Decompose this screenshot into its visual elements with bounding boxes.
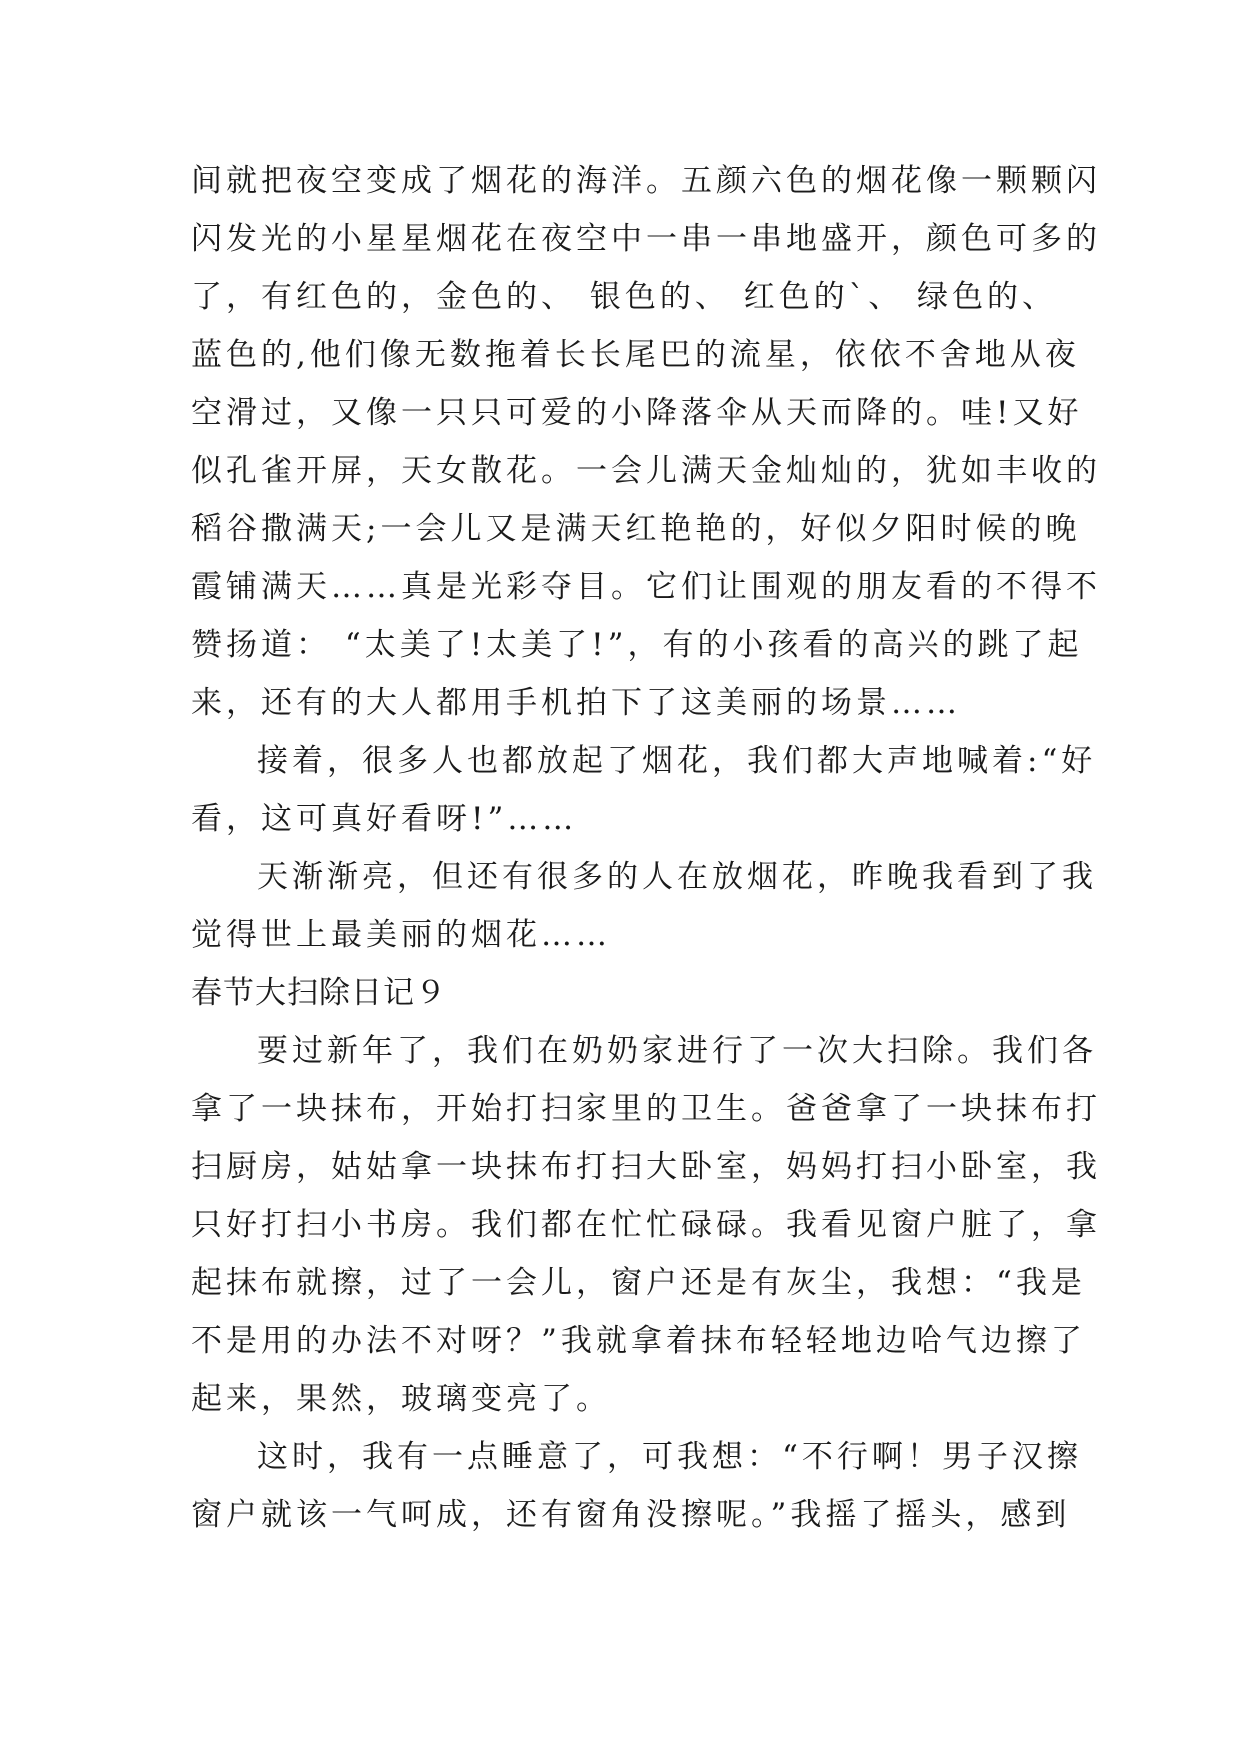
paragraph-line: 稻谷撒满天;一会儿又是满天红艳艳的，好似夕阳时候的晚	[191, 511, 1081, 547]
paragraph-line: 只好打扫小书房。我们都在忙忙碌碌。我看见窗户脏了，拿	[191, 1207, 1101, 1243]
paragraph-line: 蓝色的,他们像无数拖着长长尾巴的流星，依依不舍地从夜	[191, 337, 1080, 373]
paragraph-line: 赞扬道： “太美了!太美了!”，有的小孩看的高兴的跳了起	[191, 627, 1083, 663]
paragraph-line: 扫厨房，姑姑拿一块抹布打扫大卧室，妈妈打扫小卧室，我	[191, 1149, 1101, 1185]
paragraph-line: 空滑过，又像一只只可爱的小降落伞从天而降的。哇!又好	[191, 395, 1083, 431]
paragraph-line: 闪发光的小星星烟花在夜空中一串一串地盛开，颜色可多的	[191, 221, 1101, 257]
paragraph-line: 起抹布就擦，过了一会儿，窗户还是有灰尘，我想：“我是	[191, 1265, 1086, 1301]
paragraph-line: 霞铺满天……真是光彩夺目。它们让围观的朋友看的不得不	[191, 569, 1101, 605]
paragraph-line: 拿了一块抹布，开始打扫家里的卫生。爸爸拿了一块抹布打	[191, 1091, 1101, 1127]
paragraph-line: 来，还有的大人都用手机拍下了这美丽的场景……	[191, 685, 961, 721]
paragraph-line: 了，有红色的，金色的、 银色的、 红色的`、 绿色的、	[191, 279, 1058, 315]
paragraph-line: 间就把夜空变成了烟花的海洋。五颜六色的烟花像一颗颗闪	[191, 163, 1101, 199]
paragraph-line: 似孔雀开屏，天女散花。一会儿满天金灿灿的，犹如丰收的	[191, 453, 1101, 489]
paragraph-line: 起来，果然，玻璃变亮了。	[191, 1381, 611, 1417]
paragraph-line: 接着，很多人也都放起了烟花，我们都大声地喊着:“好	[257, 743, 1097, 779]
paragraph-line: 这时，我有一点睡意了，可我想：“不行啊！男子汉擦	[257, 1439, 1082, 1475]
paragraph-line: 天渐渐亮，但还有很多的人在放烟花，昨晚我看到了我	[257, 859, 1097, 895]
paragraph-line: 窗户就该一气呵成，还有窗角没擦呢。”我摇了摇头，感到	[191, 1497, 1071, 1533]
paragraph-line: 要过新年了，我们在奶奶家进行了一次大扫除。我们各	[257, 1033, 1097, 1069]
section-title: 春节大扫除日记９	[191, 975, 447, 1011]
paragraph-line: 觉得世上最美丽的烟花……	[191, 917, 611, 953]
paragraph-line: 不是用的办法不对呀？”我就拿着抹布轻轻地边哈气边擦了	[191, 1323, 1086, 1359]
document-body	[191, 152, 1101, 1544]
paragraph-line: 看，这可真好看呀!”……	[191, 801, 578, 837]
